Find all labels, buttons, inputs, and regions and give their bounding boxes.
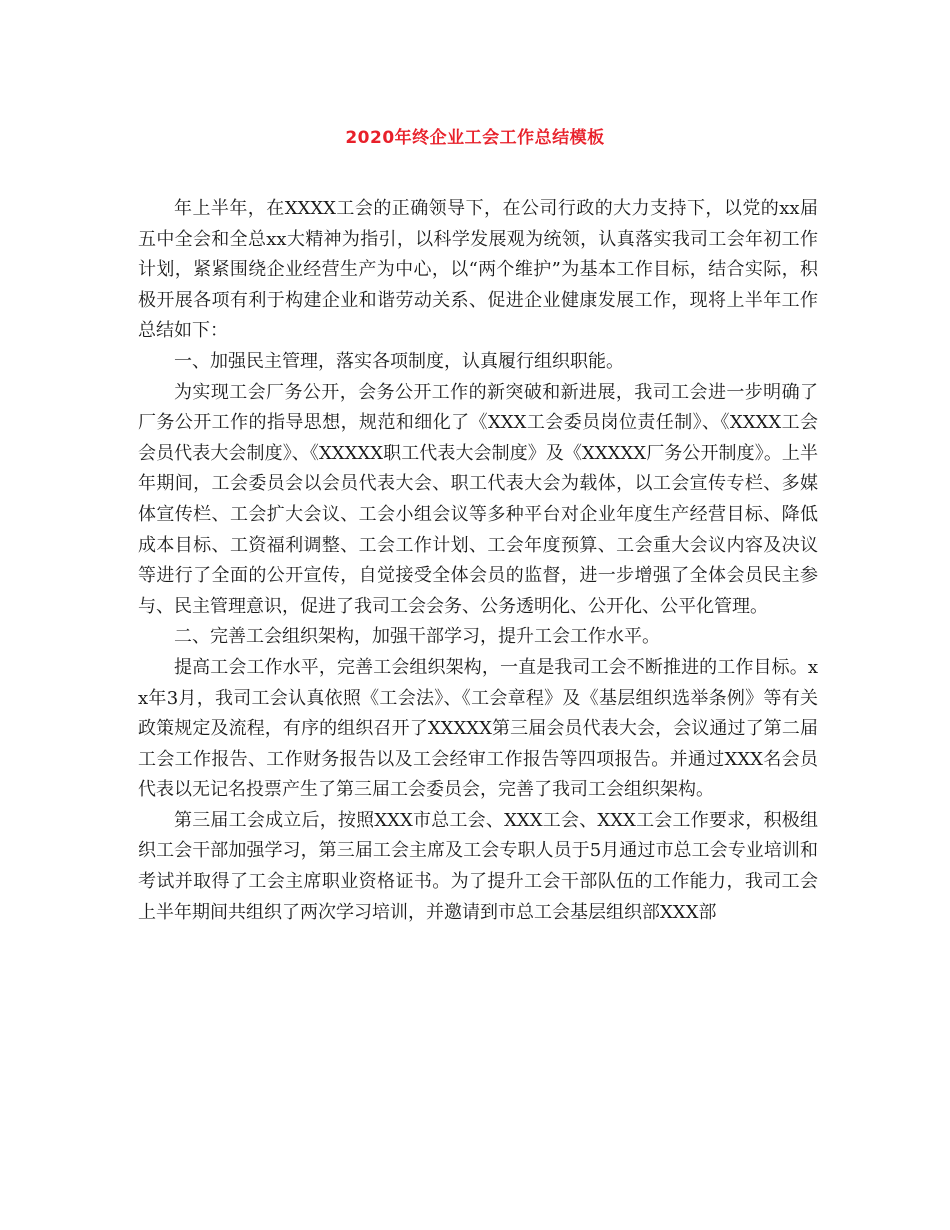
document-body [138, 194, 818, 928]
intro-paragraph: 年上半年，在XXXX工会的正确领导下，在公司行政的大力支持下，以党的xx届五中全会和全总xx大精神为指引，以科学发展观为统领，认真落实我司工会年初工作计划，紧紧围绕企业经营生产为中心，以“两个维护”为基本工作目标，结合实际，积极开展各项有利于构建企业和谐劳动关系、促进企业健康发展工作，现将上半年工作总结如下： [138, 198, 818, 342]
section-heading-1: 一、加强民主管理，落实各项制度，认真履行组织职能。 [174, 350, 624, 372]
body-paragraph: 第三届工会成立后，按照XXX市总工会、XXX工会、XXX工会工作要求，积极组织工会干部加强学习，第三届工会主席及工会专职人员于5月通过市总工会专业培训和考试并取得了工会主席职业资格证书。为了提升工会干部队伍的工作能力，我司工会上半年期间共组织了两次学习培训，并邀请到市总工会基层组织部XXX部 [138, 809, 818, 923]
body-paragraph: 为实现工会厂务公开，会务公开工作的新突破和新进展，我司工会进一步明确了厂务公开工作的指导思想，规范和细化了《XXX工会委员岗位责任制》、《XXXX工会会员代表大会制度》、《XXXXX职工代表大会制度》及《XXXXX厂务公开制度》。上半年期间，工会委员会以会员代表大会、职工代表大会为载体，以工会宣传专栏、多媒体宣传栏、工会扩大会议、工会小组会议等多种平台对企业年度生产经营目标、降低成本目标、工资福利调整、工会工作计划、工会年度预算、工会重大会议内容及决议等进行了全面的公开宣传，自觉接受全体会员的监督，进一步增强了全体会员民主参与、民主管理意识，促进了我司工会会务、公务透明化、公开化、公平化管理。 [138, 381, 818, 617]
section-heading-2: 二、完善工会组织架构，加强干部学习，提升工会工作水平。 [174, 626, 660, 648]
body-paragraph: 提高工会工作水平，完善工会组织架构，一直是我司工会不断推进的工作目标。xx年3月，我司工会认真依照《工会法》、《工会章程》及《基层组织选举条例》等有关政策规定及流程，有序的组织召开了XXXXX第三届会员代表大会，会议通过了第二届工会工作报告、工作财务报告以及工会经审工作报告等四项报告。并通过XXX名会员代表以无记名投票产生了第三届工会委员会，完善了我司工会组织架构。 [138, 656, 818, 801]
document-title: 2020年终企业工会工作总结模板 [345, 128, 605, 148]
